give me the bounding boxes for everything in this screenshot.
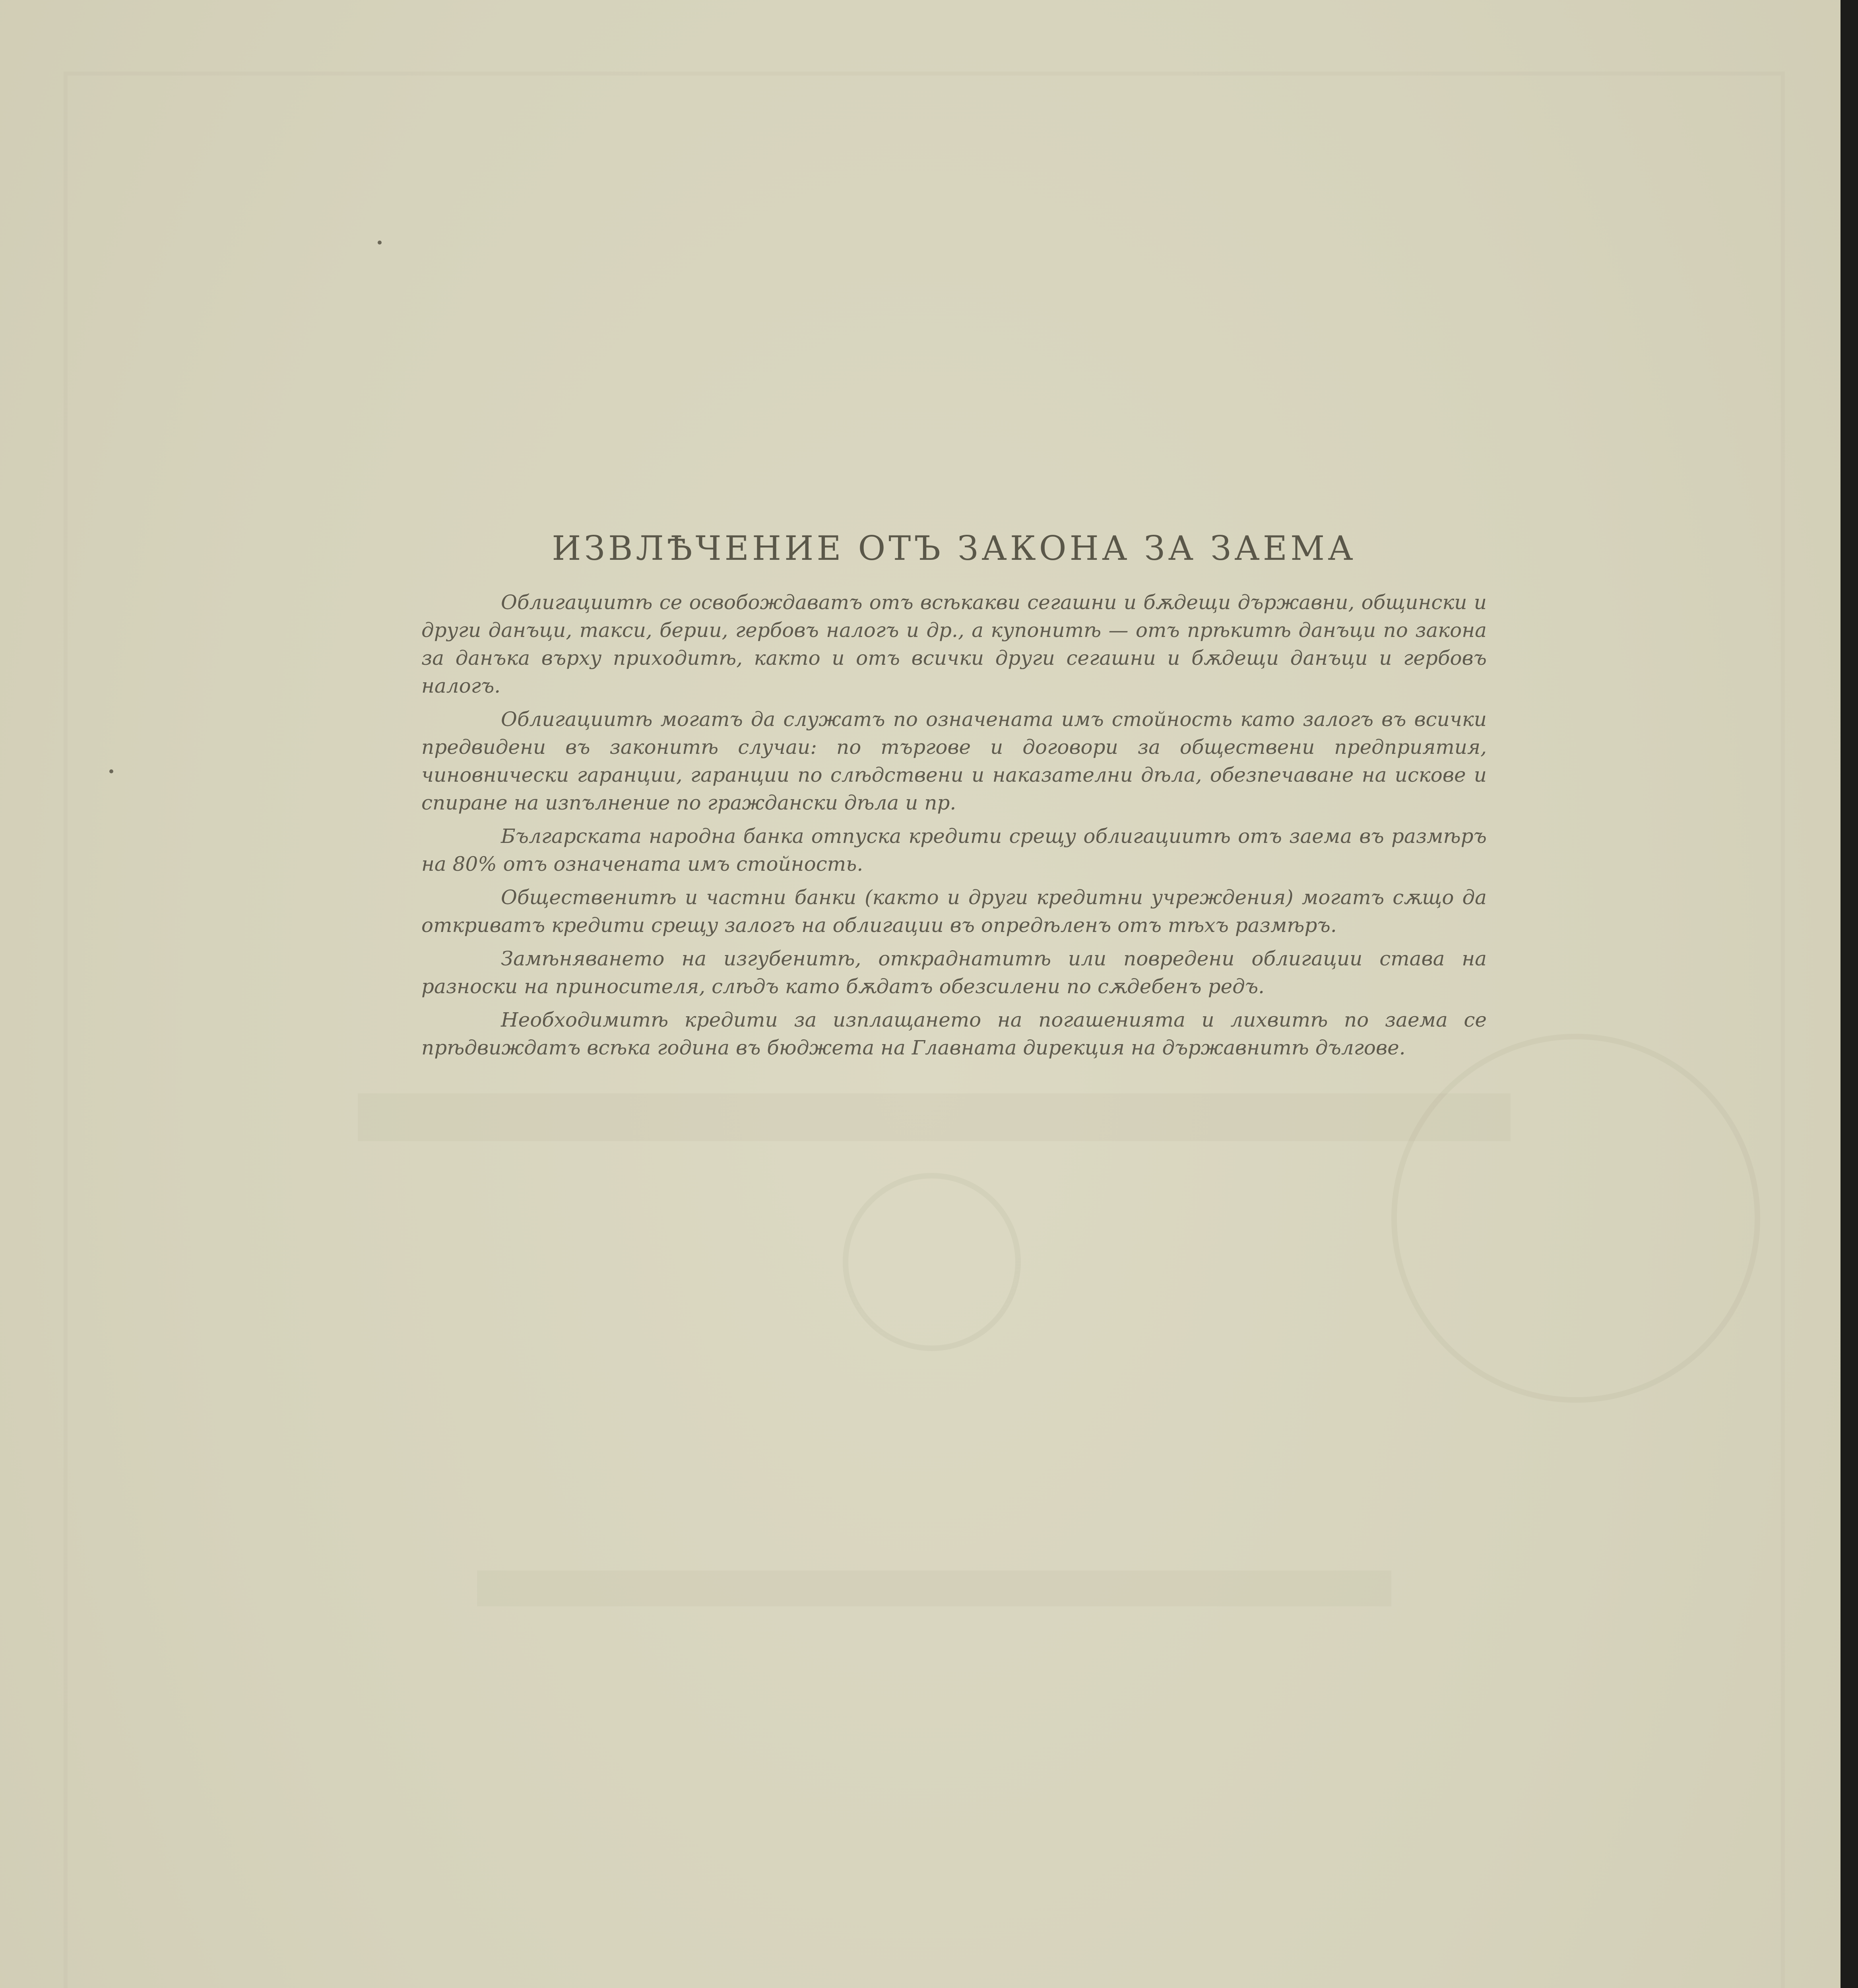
clause-budget: Необходимитѣ кредити за изплащането на погашенията и лихвитѣ по заема се прѣдвиждатъ всѣка година въ бюджета на Главната дирекция на държавнитѣ дългове. <box>421 1008 1487 1059</box>
clause-tax-exemption: Облигациитѣ се освобождаватъ отъ всѣкакви сегашни и бѫдещи държавни, общински и други данъци, такси, берии, гербовъ налогъ и др., а купонитѣ — отъ прѣкитѣ данъци по закона за данъка върху приходитѣ, както и отъ всички други сегашни и бѫдещи данъци и гербовъ налогъ. <box>421 591 1487 697</box>
extract-title: ИЗВЛѢЧЕНИЕ ОТЪ ЗАКОНА ЗА ЗАЕМА <box>552 529 1356 568</box>
show-through-band <box>477 1571 1391 1606</box>
show-through-band <box>358 1093 1511 1141</box>
show-through-rosette <box>843 1173 1021 1351</box>
clause-private-banks: Общественитѣ и частни банки (както и други кредитни учреждения) могатъ сѫщо да откриватъ кредити срещу залогъ на облигации въ опредѣленъ отъ тѣхъ размѣръ. <box>421 886 1487 937</box>
clause-national-bank-credit: Българската народна банка отпуска кредити срещу облигациитѣ отъ заема въ размѣръ на 80% отъ означената имъ стойность. <box>421 825 1487 876</box>
clause-collateral: Облигациитѣ могатъ да служатъ по означената имъ стойность като залогъ въ всички предвидени въ законитѣ случаи: по търгове и договори за обществени предприятия, чиновнически гаранции, гаранции по слѣдствени и наказателни дѣла, обезпечаване на искове и спиране на изпълнение по граждански дѣла и пр. <box>421 708 1487 814</box>
paper-blemish <box>378 241 382 245</box>
show-through-seal <box>1391 1034 1760 1403</box>
clause-replacement: Замѣняването на изгубенитѣ, откраднатитѣ или повредени облигации става на разноски на приносителя, слѣдъ като бѫдатъ обезсилени по сѫдебенъ редъ. <box>421 947 1487 998</box>
law-extract <box>421 529 1487 1067</box>
paper-blemish <box>109 769 113 773</box>
